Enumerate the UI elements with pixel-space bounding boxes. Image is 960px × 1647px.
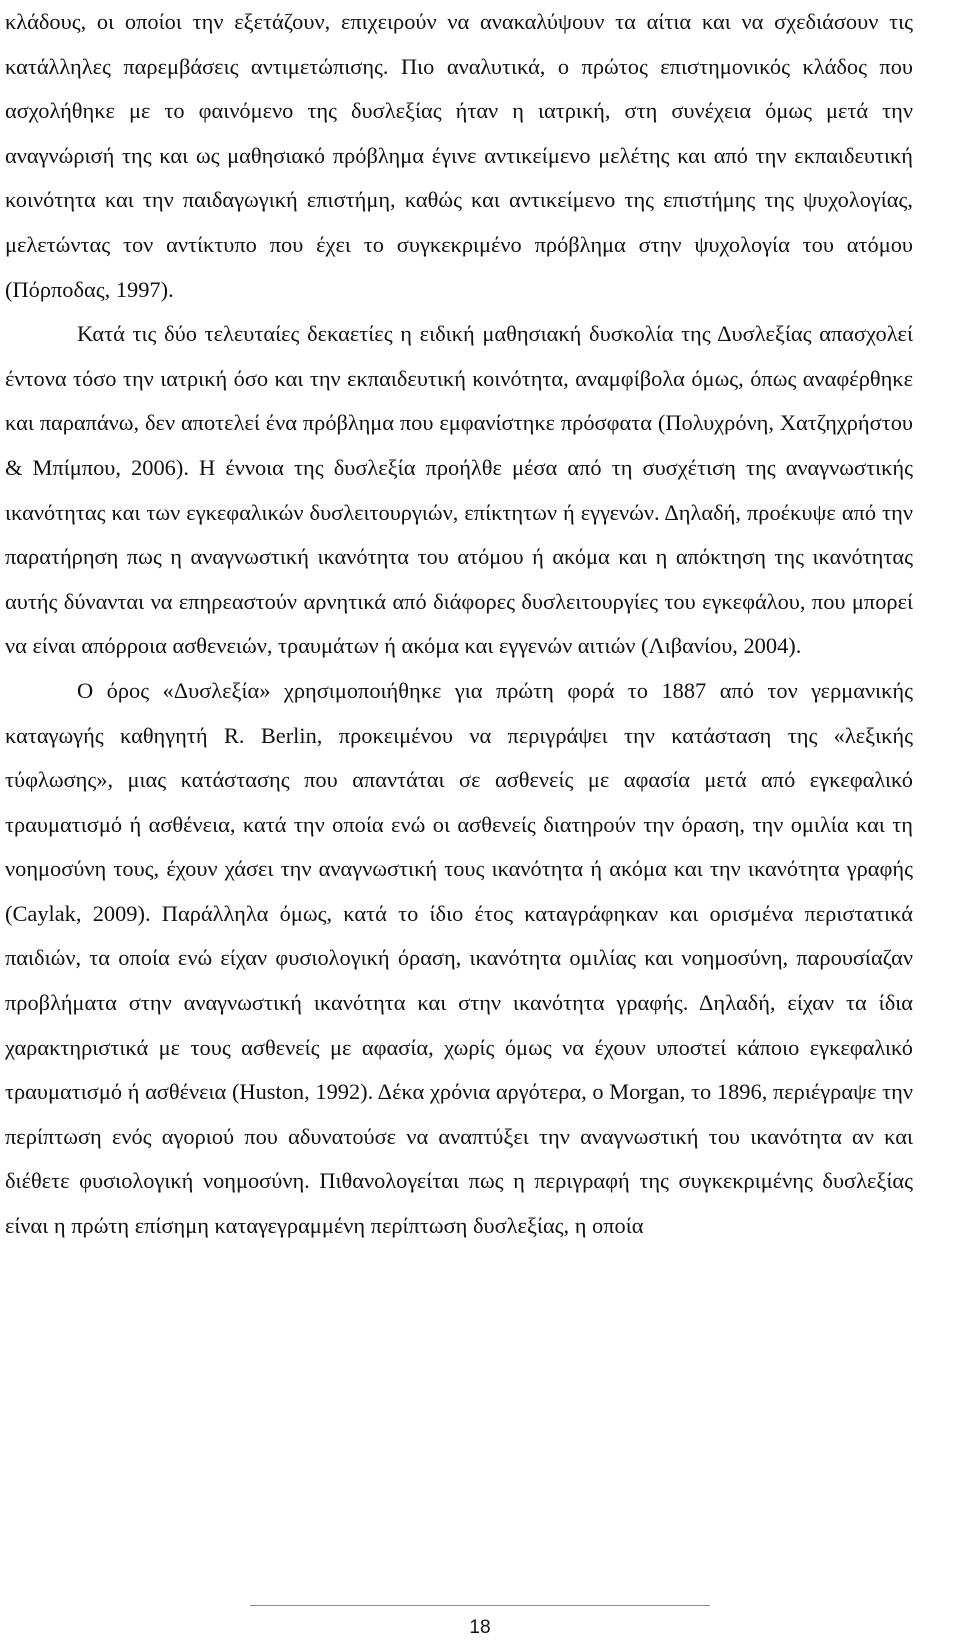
footer-divider: [250, 1605, 710, 1606]
paragraph-2: Κατά τις δύο τελευταίες δεκαετίες η ειδική μαθησιακή δυσκολία της Δυσλεξίας απασχολεί έντονα τόσο την ιατρική όσο και την εκπαιδευτική κοινότητα, αναμφίβολα όμως, όπως αναφέρθηκε και παραπάνω, δεν αποτελεί ένα πρόβλημα που εμφανίστηκε πρόσφατα (Πολυχρόνη, Χατζηχρήστου & Μπίμπου, 2006). Η έννοια της δυσλεξία προήλθε μέσα από τη συσχέτιση της αναγνωστικής ικανότητας και των εγκεφαλικών δυσλειτουργιών, επίκτητων ή εγγενών. Δηλαδή, προέκυψε από την παρατήρηση πως η αναγνωστική ικανότητα του ατόμου ή ακόμα και η απόκτηση της ικανότητας αυτής δύνανται να επηρεαστούν αρνητικά από διάφορες δυσλειτουργίες του εγκεφάλου, που μπορεί να είναι απόρροια ασθενειών, τραυμάτων ή ακόμα και εγγενών αιτιών (Λιβανίου, 2004).: [5, 321, 913, 659]
paragraph-3: Ο όρος «Δυσλεξία» χρησιμοποιήθηκε για πρώτη φορά το 1887 από τον γερμανικής καταγωγής καθηγητή R. Berlin, προκειμένου να περιγράψει την κατάσταση της «λεξικής τύφλωσης», μιας κατάστασης που απαντάται σε ασθενείς με αφασία μετά από εγκεφαλικό τραυματισμό ή ασθένεια, κατά την οποία ενώ οι ασθενείς διατηρούν την όραση, την ομιλία και τη νοημοσύνη τους, έχουν χάσει την αναγνωστική τους ικανότητα ή ακόμα και την ικανότητα γραφής (Caylak, 2009). Παράλληλα όμως, κατά το ίδιο έτος καταγράφηκαν και ορισμένα περιστατικά παιδιών, τα οποία ενώ είχαν φυσιολογική όραση, ικανότητα ομιλίας και νοημοσύνη, παρουσίαζαν προβλήματα στην αναγνωστική ικανότητα και στην ικανότητα γραφής. Δηλαδή, είχαν τα ίδια χαρακτηριστικά με τους ασθενείς με αφασία, χωρίς όμως να έχουν υποστεί κάποιο εγκεφαλικό τραυματισμό ή ασθένεια (Huston, 1992). Δέκα χρόνια αργότερα, ο Morgan, το 1896, περιέγραψε την περίπτωση ενός αγοριού που αδυνατούσε να αναπτύξει την αναγνωστική του ικανότητα αν και διέθετε φυσιολογική νοημοσύνη. Πιθανολογείται πως η περιγραφή της συγκεκριμένης δυσλεξίας είναι η πρώτη επίσημη καταγεγραμμένη περίπτωση δυσλεξίας, η οποία: [5, 677, 913, 1239]
page-number: 18: [469, 1617, 491, 1638]
body-text: [5, 0, 913, 1249]
paragraph-1: κλάδους, οι οποίοι την εξετάζουν, επιχειρούν να ανακαλύψουν τα αίτια και να σχεδιάσουν τις κατάλληλες παρεμβάσεις αντιμετώπισης. Πιο αναλυτικά, ο πρώτος επιστημονικός κλάδος που ασχολήθηκε με το φαινόμενο της δυσλεξίας ήταν η ιατρική, στη συνέχεια όμως μετά την αναγνώρισή της και ως μαθησιακό πρόβλημα έγινε αντικείμενο μελέτης και από την εκπαιδευτική κοινότητα και την παιδαγωγική επιστήμη, καθώς και αντικείμενο της επιστήμης της ψυχολογίας, μελετώντας τον αντίκτυπο που έχει το συγκεκριμένο πρόβλημα στην ψυχολογία του ατόμου (Πόρποδας, 1997).: [5, 9, 913, 302]
